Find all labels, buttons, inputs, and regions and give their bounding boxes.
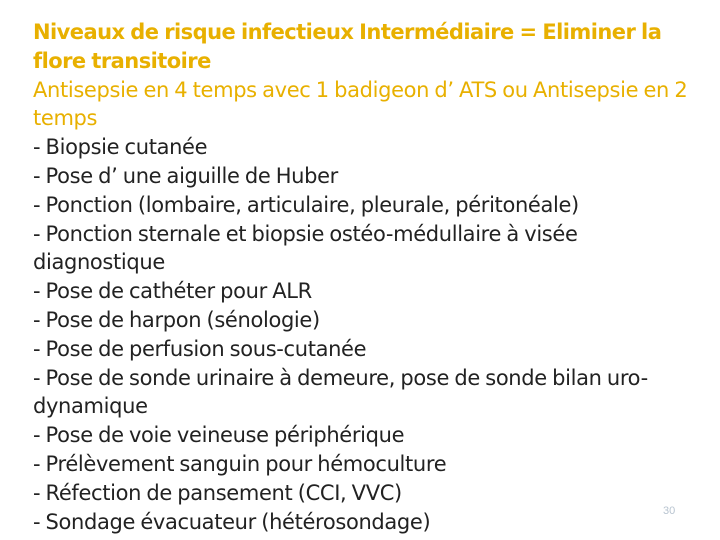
list-item: - Pose de harpon (sénologie) — [33, 307, 320, 332]
list-item: - Pose de sonde urinaire à demeure, pose de sonde bilan uro-dynamique — [33, 365, 648, 419]
list-item: - Pose de voie veineuse périphérique — [33, 423, 405, 448]
list-item: - Pose de perfusion sous-cutanée — [33, 336, 367, 361]
slide-subtitle: Antisepsie en 4 temps avec 1 badigeon d’ ATS ou Antisepsie en 2 temps — [33, 77, 688, 131]
list-item: - Réfection de pansement (CCI, VVC) — [33, 480, 402, 505]
procedure-list — [33, 133, 698, 536]
list-item: - Sondage évacuateur (hétérosondage) — [33, 509, 431, 534]
slide-content — [33, 18, 698, 536]
list-item: - Ponction (lombaire, articulaire, pleurale, péritonéale) — [33, 192, 579, 217]
list-item: - Prélèvement sanguin pour hémoculture — [33, 451, 447, 476]
list-item: - Biopsie cutanée — [33, 135, 208, 160]
slide-number: 30 — [663, 505, 676, 517]
slide-title: Niveaux de risque infectieux Intermédiaire = Eliminer la flore transitoire — [33, 20, 662, 73]
list-item: - Pose de cathéter pour ALR — [33, 279, 312, 304]
list-item: - Ponction sternale et biopsie ostéo-médullaire à visée diagnostique — [33, 221, 578, 275]
list-item: - Pose d’ une aiguille de Huber — [33, 163, 338, 188]
